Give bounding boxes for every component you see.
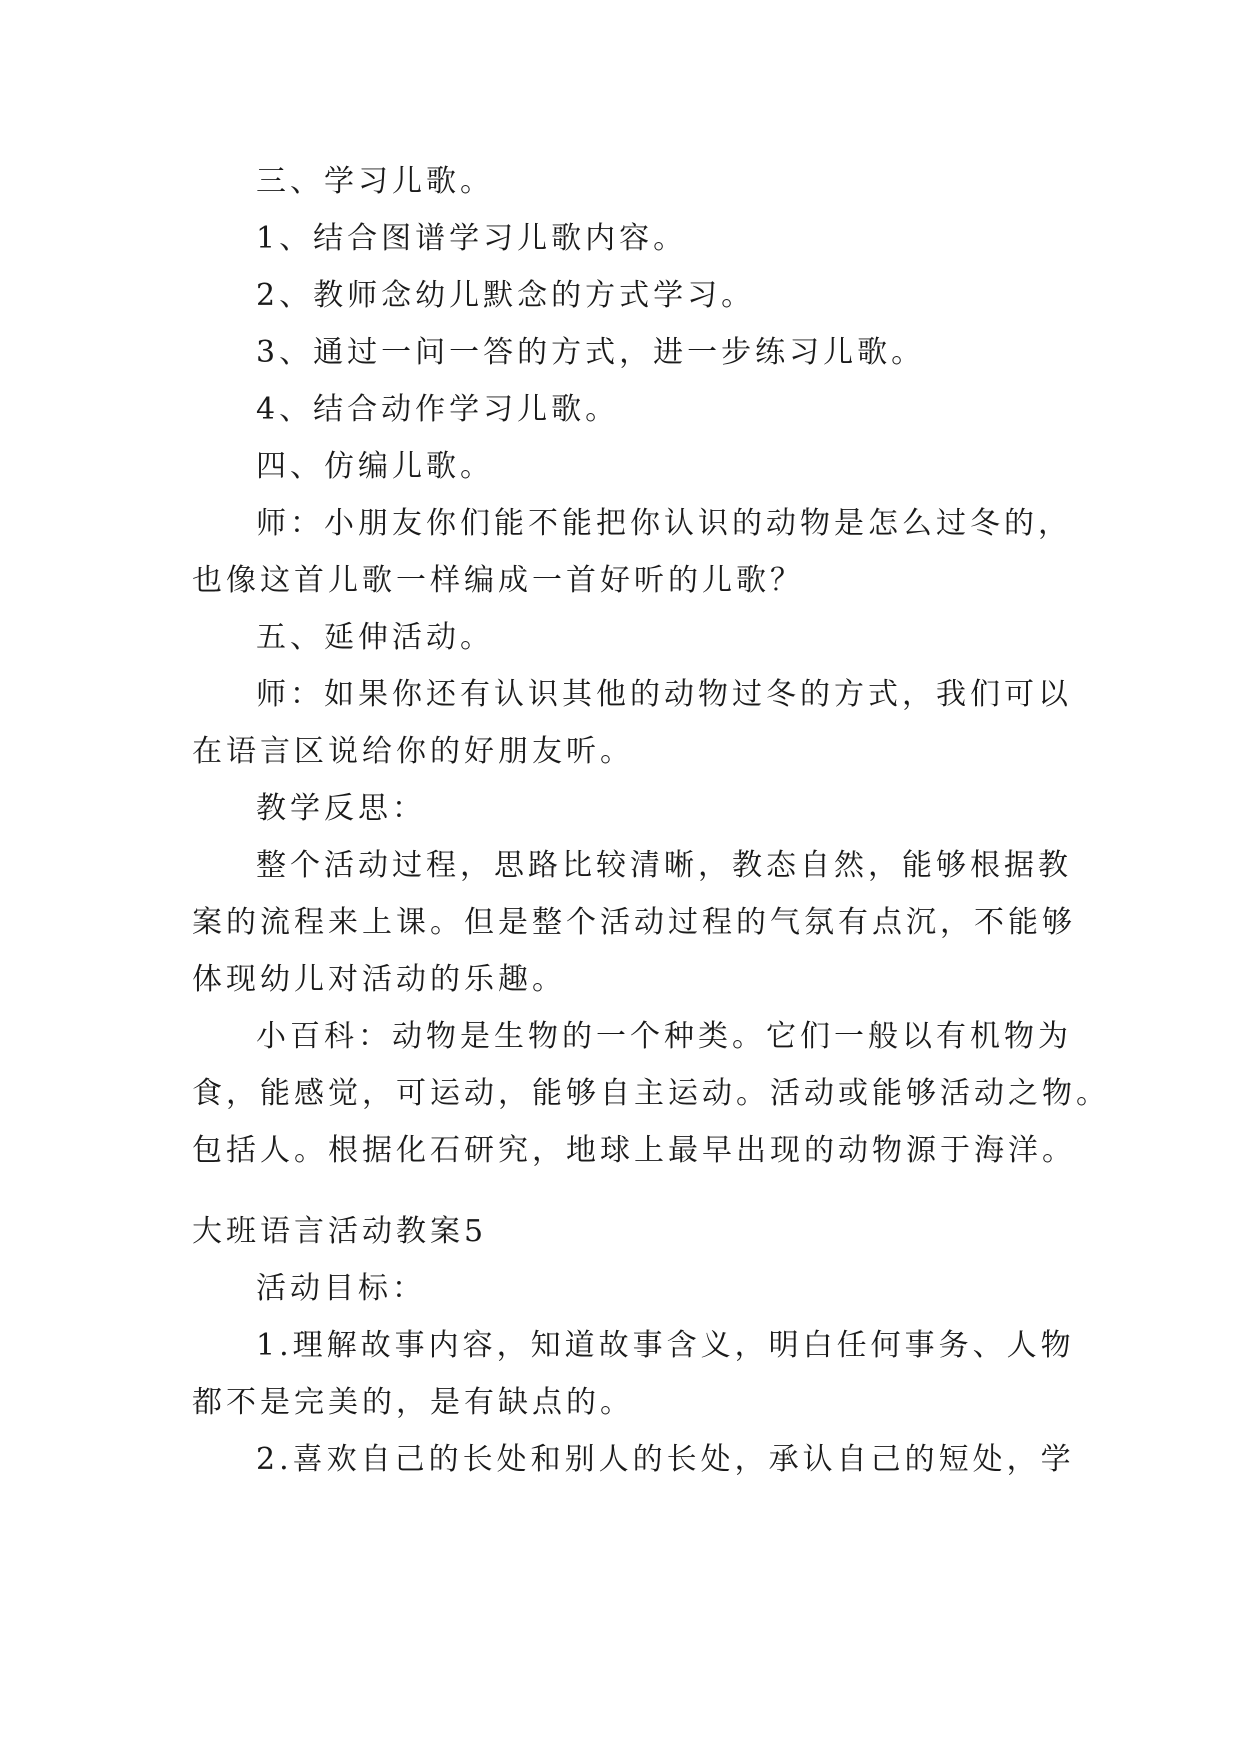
goal-1: 1.理解故事内容，知道故事含义，明白任何事务、人物 bbox=[256, 1328, 1075, 1363]
goal-2: 2.喜欢自己的长处和别人的长处，承认自己的短处，学 bbox=[256, 1442, 1075, 1477]
paragraph-line: 食，能感觉，可运动，能够自主运动。活动或能够活动之物。 bbox=[192, 1076, 1110, 1111]
heading-learn-song: 三、学习儿歌。 bbox=[256, 164, 494, 199]
paragraph-line: 整个活动过程，思路比较清晰，教态自然，能够根据教 bbox=[256, 848, 1072, 883]
paragraph-line: 体现幼儿对活动的乐趣。 bbox=[192, 962, 566, 997]
step-3: 3、通过一问一答的方式，进一步练习儿歌。 bbox=[256, 335, 926, 370]
step-1: 1、结合图谱学习儿歌内容。 bbox=[256, 221, 688, 256]
heading-imitate-song: 四、仿编儿歌。 bbox=[256, 449, 494, 484]
step-4: 4、结合动作学习儿歌。 bbox=[256, 392, 620, 427]
heading-extension: 五、延伸活动。 bbox=[256, 620, 494, 655]
step-2: 2、教师念幼儿默念的方式学习。 bbox=[256, 278, 756, 313]
paragraph-line: 小百科：动物是生物的一个种类。它们一般以有机物为 bbox=[256, 1019, 1072, 1054]
heading-reflection: 教学反思： bbox=[256, 791, 426, 826]
paragraph-line: 包括人。根据化石研究，地球上最早出现的动物源于海洋。 bbox=[192, 1133, 1076, 1168]
heading-activity-goals: 活动目标： bbox=[256, 1271, 426, 1306]
paragraph-line: 都不是完美的，是有缺点的。 bbox=[192, 1385, 634, 1420]
section-title: 大班语言活动教案5 bbox=[192, 1214, 488, 1249]
paragraph-line: 案的流程来上课。但是整个活动过程的气氛有点沉，不能够 bbox=[192, 905, 1076, 940]
paragraph-line: 师：小朋友你们能不能把你认识的动物是怎么过冬的， bbox=[256, 506, 1072, 541]
paragraph-line: 也像这首儿歌一样编成一首好听的儿歌？ bbox=[192, 563, 804, 598]
paragraph-line: 师：如果你还有认识其他的动物过冬的方式，我们可以 bbox=[256, 677, 1072, 712]
paragraph-line: 在语言区说给你的好朋友听。 bbox=[192, 734, 634, 769]
